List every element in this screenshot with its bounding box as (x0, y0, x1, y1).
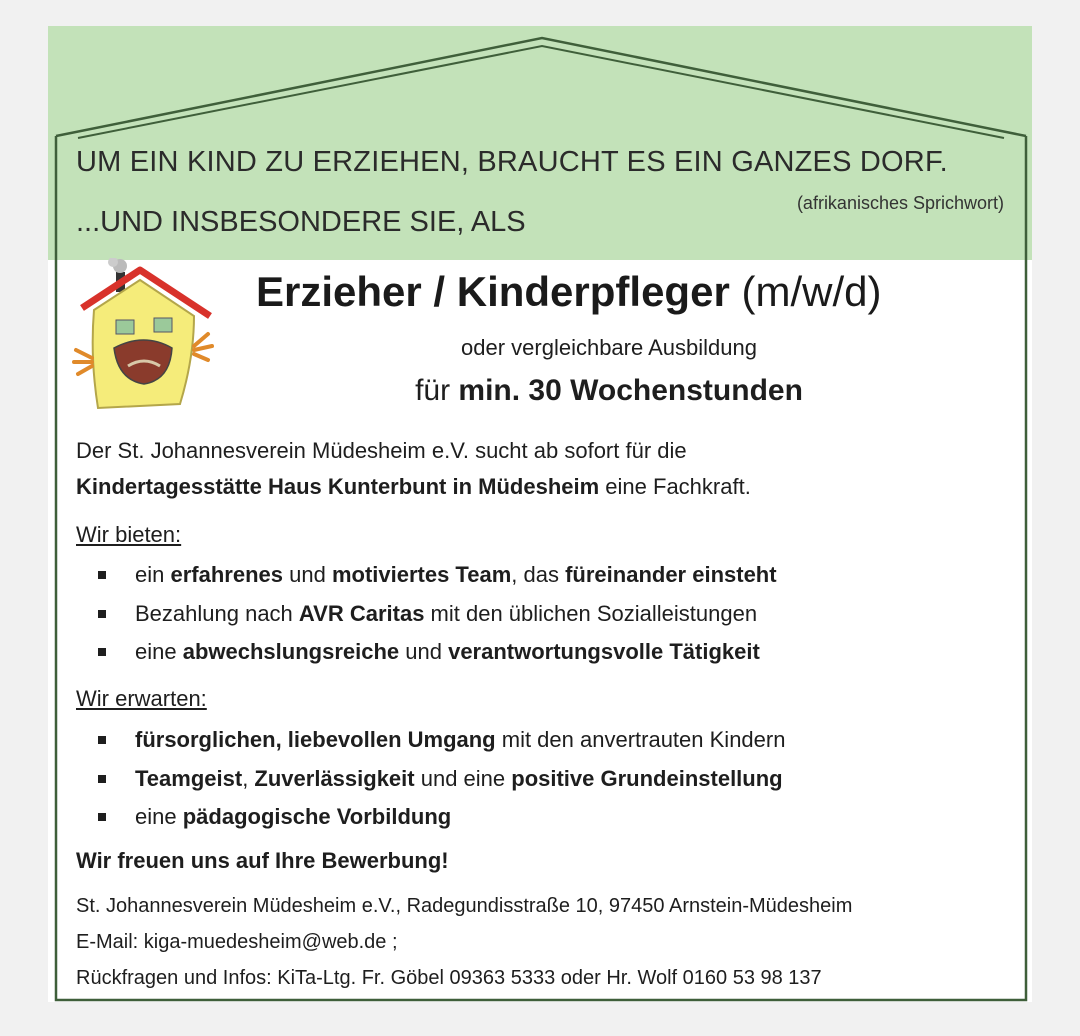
offer-heading: Wir bieten: (76, 522, 182, 547)
bullet-square-icon (98, 775, 106, 783)
contact-email[interactable]: E-Mail: kiga-muedesheim@web.de ; (76, 931, 398, 953)
list-item: Bezahlung nach AVR Caritas mit den üblichen Sozialleistungen (98, 595, 777, 634)
list-item: eine abwechslungsreiche und verantwortungsvolle Tätigkeit (98, 633, 777, 672)
intro-paragraph: Der St. Johannesverein Müdesheim e.V. sucht ab sofort für die Kindertagesstätte Haus Kunterbunt in Müdesheim eine Fachkraft. (76, 438, 751, 499)
job-ad-sheet (48, 26, 1032, 1002)
job-title: Erzieher / Kinderpfleger (m/w/d) (256, 268, 882, 315)
bullet-square-icon (98, 648, 106, 656)
list-item: fürsorglichen, liebevollen Umgang mit den anvertrauten Kindern (98, 721, 785, 760)
proverb-source: (afrikanisches Sprichwort) (796, 193, 1004, 213)
headline-continuation: ...UND INSBESONDERE SIE, ALS (76, 206, 526, 238)
list-item: ein erfahrenes und motiviertes Team, das füreinander einsteht (98, 556, 777, 595)
headline-proverb: UM EIN KIND ZU ERZIEHEN, BRAUCHT ES EIN GANZES DORF. (76, 146, 948, 178)
bullet-square-icon (98, 610, 106, 618)
list-item: eine pädagogische Vorbildung (98, 798, 785, 837)
offer-list (98, 556, 777, 672)
expect-list (98, 721, 785, 837)
bullet-square-icon (98, 736, 106, 744)
closing-line: Wir freuen uns auf Ihre Bewerbung! (76, 848, 449, 873)
working-hours: für min. 30 Wochenstunden (415, 374, 803, 407)
contact-block (76, 888, 852, 996)
contact-address: St. Johannesverein Müdesheim e.V., Radegundisstraße 10, 97450 Arnstein-Müdesheim (76, 895, 853, 917)
bullet-square-icon (98, 813, 106, 821)
bullet-square-icon (98, 571, 106, 579)
contact-phone: Rückfragen und Infos: KiTa-Ltg. Fr. Göbel 09363 5333 oder Hr. Wolf 0160 53 98 137 (76, 967, 822, 989)
job-subtitle: oder vergleichbare Ausbildung (461, 335, 757, 360)
list-item: Teamgeist, Zuverlässigkeit und eine positive Grundeinstellung (98, 760, 785, 799)
expect-heading: Wir erwarten: (76, 686, 207, 711)
